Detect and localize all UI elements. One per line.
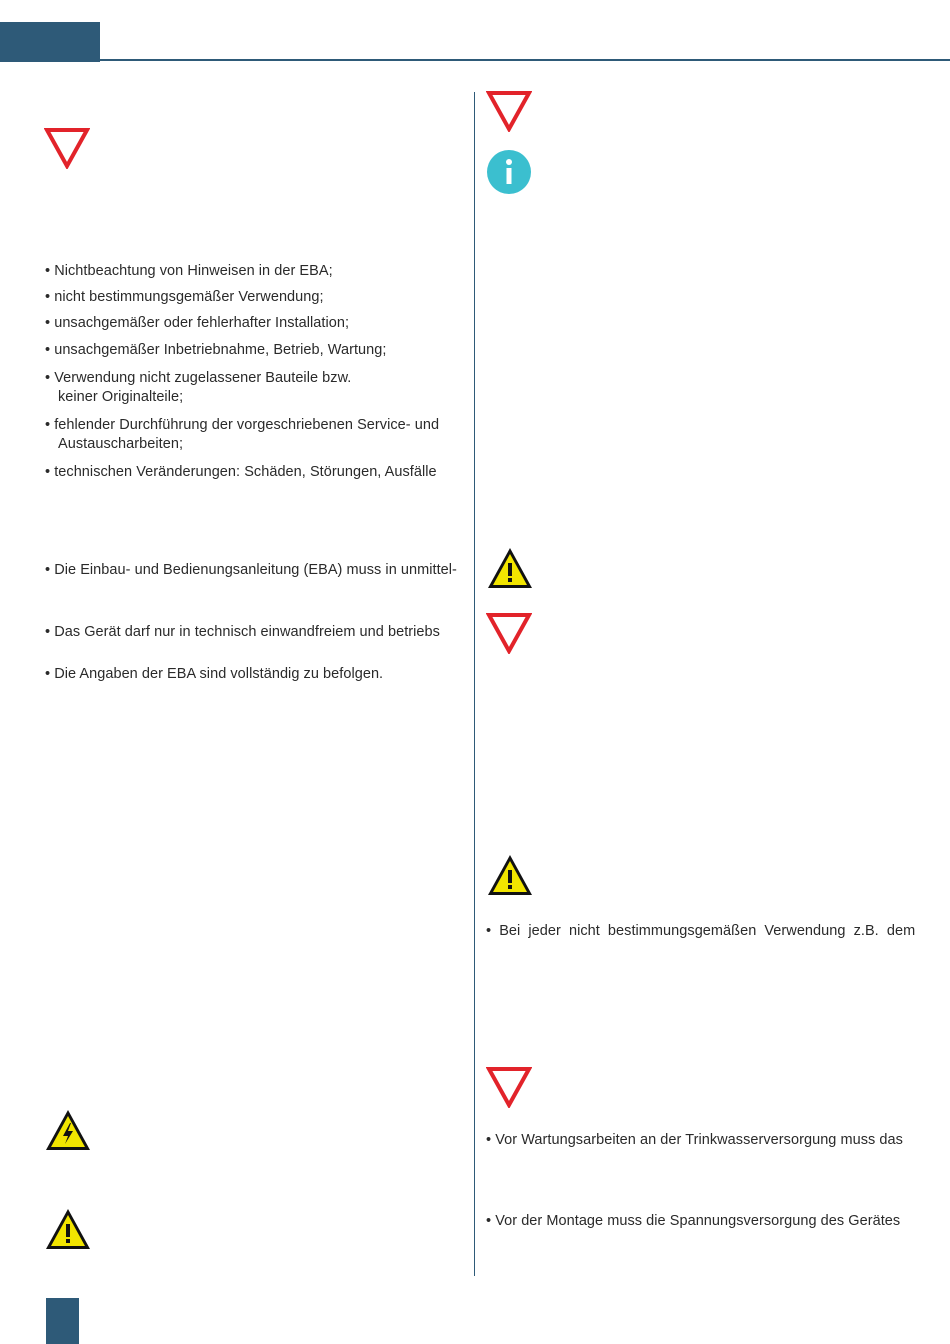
list-item: • Nichtbeachtung von Hinweisen in der EBA;: [45, 263, 333, 279]
warning-triangle-icon: [486, 853, 534, 897]
list-item: • Die Angaben der EBA sind vollständig zu befolgen.: [45, 666, 384, 682]
attention-triangle-icon: [486, 90, 532, 132]
header-tab: [0, 22, 100, 62]
list-item: • Die Einbau- und Bedienungsanleitung (EBA) muss in unmittel-: [45, 562, 457, 578]
list-item: • unsachgemäßer oder fehlerhafter Installation;: [45, 315, 350, 331]
list-item: • Bei jeder nicht bestimmungsgemäßen Verwendung z.B. dem: [486, 923, 916, 939]
list-item: • Vor der Montage muss die Spannungsversorgung des Gerätes: [486, 1213, 901, 1229]
attention-triangle-icon: [486, 1066, 532, 1108]
column-divider: [474, 92, 475, 1276]
list-item-line: Austauscharbeiten;: [58, 436, 184, 452]
list-item: • nicht bestimmungsgemäßer Verwendung;: [45, 289, 324, 305]
warning-triangle-icon: [486, 546, 534, 590]
list-item-line: keiner Originalteile;: [58, 389, 184, 405]
list-item: • technischen Veränderungen: Schäden, Störungen, Ausfälle: [45, 464, 437, 480]
list-item: [45, 416, 439, 454]
list-item: • Vor Wartungsarbeiten an der Trinkwasserversorgung muss das: [486, 1132, 903, 1148]
list-item: • Das Gerät darf nur in technisch einwandfreiem und betriebs: [45, 624, 440, 640]
list-item: [45, 369, 351, 407]
attention-triangle-icon: [486, 612, 532, 654]
list-item-line: • Verwendung nicht zugelassener Bauteile bzw.: [45, 370, 352, 386]
list-item: • unsachgemäßer Inbetriebnahme, Betrieb, Wartung;: [45, 342, 387, 358]
warning-triangle-icon: [44, 1207, 92, 1251]
page-number-tab: [46, 1298, 79, 1344]
attention-triangle-icon: [44, 127, 90, 169]
info-icon: [486, 149, 532, 195]
electrical-hazard-icon: [44, 1108, 92, 1152]
header-rule: [100, 59, 950, 61]
list-item-line: • fehlender Durchführung der vorgeschriebenen Service- und: [45, 417, 440, 433]
